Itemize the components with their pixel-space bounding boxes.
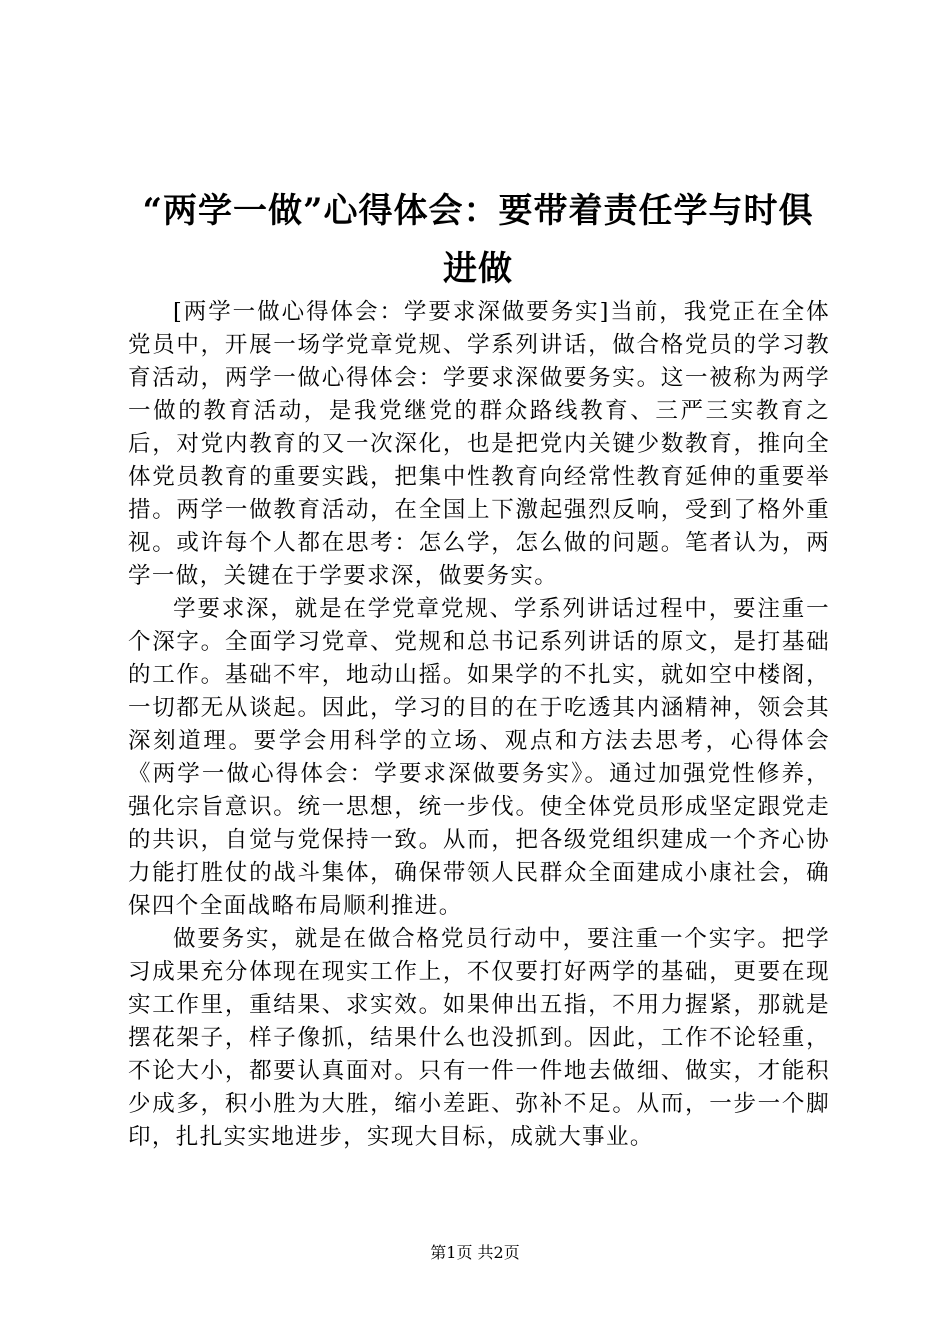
document-title: “两学一做”心得体会：要带着责任学与时俱进做 <box>142 191 814 289</box>
document-body <box>128 296 830 1154</box>
page-number-footer: 第1页 共2页 <box>430 1243 520 1262</box>
paragraph-3: 做要务实，就是在做合格党员行动中，要注重一个实字。把学习成果充分体现在现实工作上，不仅要打好两学的基础，更要在现实工作里，重结果、求实效。如果伸出五指，不用力握紧，那就是摆花架子，样子像抓，结果什么也没抓到。因此，工作不论轻重，不论大小，都要认真面对。只有一件一件地去做细、做实，才能积少成多，积小胜为大胜，缩小差距、弥补不足。从而，一步一个脚印，扎扎实实地进步，实现大目标，成就大事业。 <box>128 926 830 1150</box>
paragraph-2: 学要求深，就是在学党章党规、学系列讲话过程中，要注重一个深字。全面学习党章、党规和总书记系列讲话的原文，是打基础的工作。基础不牢，地动山摇。如果学的不扎实，就如空中楼阁，一切都无从谈起。因此，学习的目的在于吃透其内涵精神，领会其深刻道理。要学会用科学的立场、观点和方法去思考，心得体会《两学一做心得体会：学要求深做要务实》。通过加强党性修养，强化宗旨意识。统一思想，统一步伐。使全体党员形成坚定跟党走的共识，自觉与党保持一致。从而，把各级党组织建成一个齐心协力能打胜仗的战斗集体，确保带领人民群众全面建成小康社会，确保四个全面战略布局顺利推进。 <box>128 596 830 919</box>
paragraph-1: [两学一做心得体会：学要求深做要务实]当前，我党正在全体党员中，开展一场学党章党规、学系列讲话，做合格党员的学习教育活动，两学一做心得体会：学要求深做要务实。这一被称为两学一做的教育活动，是我党继党的群众路线教育、三严三实教育之后，对党内教育的又一次深化，也是把党内关键少数教育，推向全体党员教育的重要实践，把集中性教育向经常性教育延伸的重要举措。两学一做教育活动，在全国上下激起强烈反响，受到了格外重视。或许每个人都在思考：怎么学，怎么做的问题。笔者认为，两学一做，关键在于学要求深，做要务实。 <box>128 299 830 589</box>
